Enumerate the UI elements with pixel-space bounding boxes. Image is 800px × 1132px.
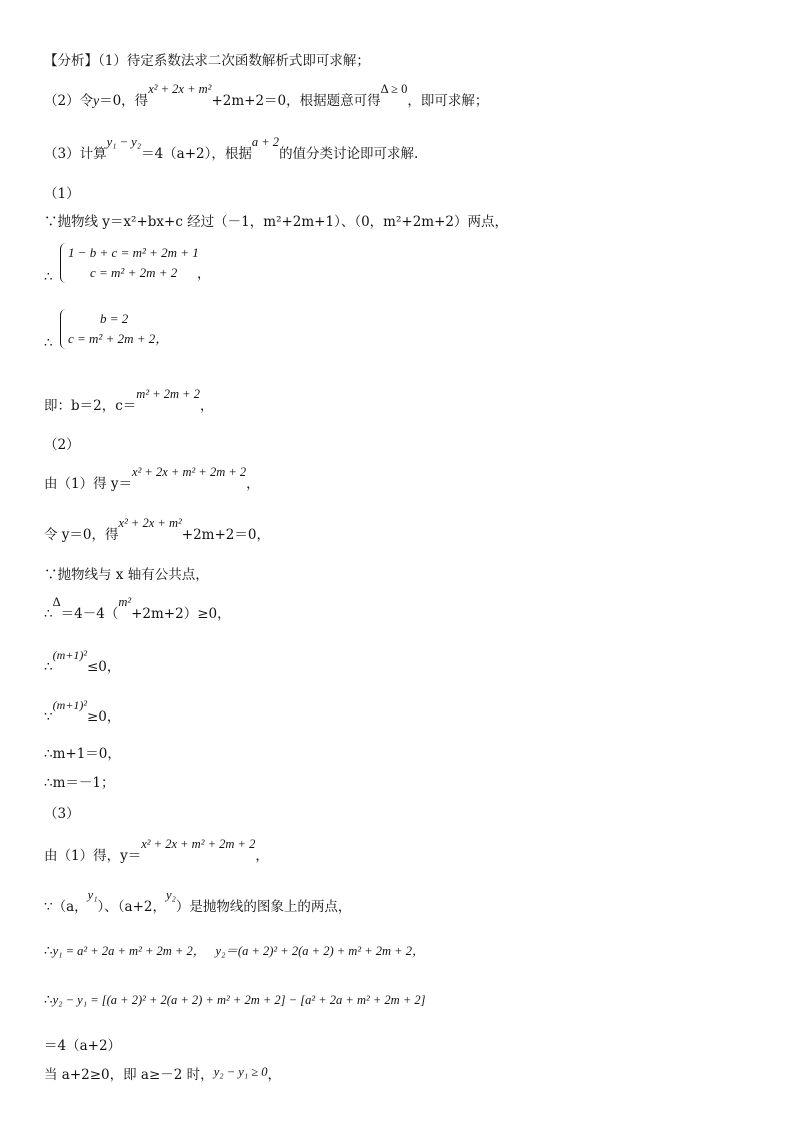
part2-line-2: 令 y＝0，得x² + 2x + m²+2m+2＝0， [44, 516, 270, 543]
equation-system-2: b = 2 c = m² + 2m + 2， [60, 309, 168, 349]
part3-line-1: 由（1）得，y＝x² + 2x + m² + 2m + 2， [44, 837, 269, 864]
part2-line-8: ∴m＝－1； [44, 775, 115, 791]
analysis-line-1: 【分析】（1）待定系数法求二次函数解析式即可求解； [44, 53, 370, 69]
part1-result: 即：b＝2，c＝m² + 2m + 2， [44, 387, 214, 414]
part2-heading: （2） [44, 437, 80, 453]
part3-line-2: ∵（a，y₁）、（a+2，y₂）是抛物线的图象上的两点， [44, 888, 352, 915]
brace-icon [60, 309, 69, 349]
part1-heading: （1） [44, 186, 80, 202]
part1-line-1: ∵抛物线 y＝x²+bx+c 经过（－1，m²+2m+1）、（0，m²+2m+2）两点， [44, 214, 508, 230]
system-1-comma: ， [197, 266, 211, 282]
analysis-line-2: （2）令y＝0，得x² + 2x + m²+2m+2＝0，根据题意可得Δ ≥ 0，即可求解； [44, 82, 489, 109]
analysis-label: 【分析】 [44, 53, 98, 69]
analysis-line-3: （3）计算y₁ − y₂＝4（a+2），根据a + 2的值分类讨论即可求解. [44, 135, 419, 162]
part3-line-3: ∴y₁ = a² + 2a + m² + 2m + 2， y₂＝(a + 2)² + 2(a + 2) + m² + 2m + 2， [44, 943, 425, 959]
part2-line-3: ∵抛物线与 x 轴有公共点， [44, 567, 209, 583]
part3-line-5: ＝4（a+2） [44, 1038, 122, 1054]
part2-line-7: ∴m+1＝0， [44, 746, 121, 762]
part1-therefore-2: ∴ [44, 335, 53, 351]
part1-therefore-1: ∴ [44, 269, 53, 285]
brace-icon [60, 243, 69, 283]
equation-system-1: 1 − b + c = m² + 2m + 1 c = m² + 2m + 2 [60, 243, 199, 283]
part3-heading: （3） [44, 806, 80, 822]
part2-line-5: ∴(m+1)²≤0， [44, 648, 121, 675]
part3-line-6: 当 a+2≥0，即 a≥－2 时，y₂ − y₁ ≥ 0， [44, 1065, 282, 1083]
part2-line-4: ∴Δ＝4－4（m²+2m+2）≥0， [44, 595, 231, 622]
part3-line-4: ∴y₂ − y₁ = [(a + 2)² + 2(a + 2) + m² + 2m + 2] − [a² + 2a + m² + 2m + 2] [44, 992, 426, 1008]
part2-line-1: 由（1）得 y＝x² + 2x + m² + 2m + 2， [44, 465, 260, 492]
part2-line-6: ∵(m+1)²≥0， [44, 698, 121, 725]
